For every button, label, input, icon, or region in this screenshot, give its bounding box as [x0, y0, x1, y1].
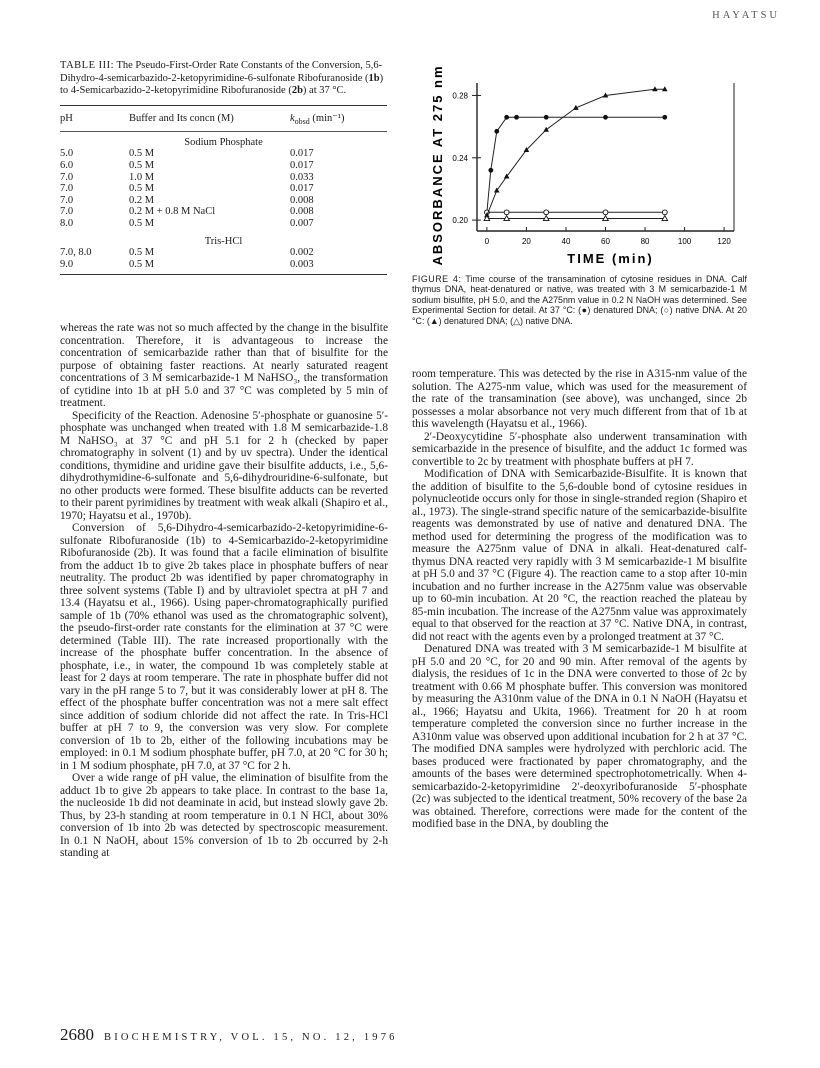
point-open-circle	[544, 210, 549, 215]
page-footer	[60, 1025, 398, 1045]
x-tick-label: 40	[561, 237, 571, 246]
table-label: TABLE III:	[60, 60, 115, 71]
rate-table	[60, 106, 387, 271]
point-filled-circle	[494, 129, 499, 134]
buffer-cell: 0.2 M + 0.8 M NaCl	[129, 206, 216, 218]
buffer-group-name: Sodium Phosphate	[184, 136, 263, 148]
buffer-cell: 0.5 M	[129, 258, 155, 270]
journal-citation: BIOCHEMISTRY, VOL. 15, NO. 12, 1976	[104, 1032, 398, 1043]
col-header-ph: pH	[60, 113, 73, 125]
kobsd-cell: 0.017	[290, 183, 314, 195]
table-row	[60, 148, 387, 160]
kobsd-cell: 0.008	[290, 194, 314, 206]
table-row	[60, 195, 387, 207]
x-tick-label: 20	[521, 237, 531, 246]
table-row	[60, 183, 387, 195]
table-iii	[60, 60, 387, 275]
buffer-cell: 0.5 M	[129, 247, 155, 259]
kobsd-cell: 0.008	[290, 206, 314, 218]
buffer-cell: 0.5 M	[129, 218, 155, 230]
ph-cell: 8.0	[60, 218, 74, 230]
table-group-row	[60, 230, 387, 248]
figure-caption-text: Time course of the transamination of cytosine residues in DNA. Calf thymus DNA, heat-denatured or native, was treated with 3 M semicarbazide-1 M sodium bisulfite, pH 5.0, and the A275nm value in 0.2 N NaOH was determined. See Experimental Section for detail. At 37 °C: (●) denatured DNA; (○) native DNA. At 20 °C: (▲) denatured DNA; (△) native DNA.	[412, 274, 747, 326]
y-tick-label: 0.28	[452, 91, 468, 101]
point-filled-circle	[488, 168, 493, 173]
left-paragraph-1: whereas the rate was not so much affected by the change in the bisulfite concentration. Therefore, it is advantageous to increase the concentration of semicarbazide rather than that of bisulfite for the purpose of obtaining faster reactions. At nearly saturated reagent concentrations of 3 M semicarbazide-1 M NaHSO₃, the transformation of cytidine into 1b at pH 5.0 and 37 °C was completed by 5 min of treatment.	[60, 322, 388, 409]
table-row	[60, 206, 387, 218]
running-head: HAYATSU	[712, 10, 780, 21]
table-group-row	[60, 131, 387, 148]
series-line-1	[487, 117, 665, 212]
left-paragraph-4: Over a wide range of pH value, the elimination of bisulfite from the adduct 1b to give 2b appears to take place. In contrast to the base 1a, the nucleoside 1b did not deaminate in acid, but instead slowly gave 2b. Thus, by 23-h standing at room temperature in 0.1 N HCl, about 30% conversion of 1b into 2b was detected by spectroscopic measurement. In 0.1 N NaOH, about 15% conversion of 1b to 2b occurred by 2-h standing at	[60, 772, 388, 859]
ph-cell: 7.0	[60, 206, 74, 218]
table-row	[60, 259, 387, 271]
y-axis-label: ABSORBANCE AT 275 nm	[430, 64, 445, 266]
col-header-kobsd: $k_{obsd}$ (min⁻¹)	[290, 112, 345, 126]
x-tick-label: 60	[601, 237, 610, 246]
kobsd-cell: 0.007	[290, 218, 314, 230]
ph-cell: 9.0	[60, 258, 74, 270]
y-tick-label: 0.24	[452, 153, 468, 163]
point-open-circle	[603, 210, 608, 215]
right-paragraph-2: 2′-Deoxycytidine 5′-phosphate also underwent transamination with semicarbazide in the presence of bisulfite, and the adduct 1c formed was convertible to 2c by treatment with phosphate buffers at pH 7.	[412, 430, 747, 468]
buffer-cell: 0.5 M	[129, 148, 155, 160]
point-filled-circle	[504, 115, 509, 120]
left-paragraph-2: Specificity of the Reaction. Adenosine 5′-phosphate or guanosine 5′-phosphate was unchanged when treated with 1.8 M semicarbazide-1.8 M NaHSO₃ at 37 °C and pH 5.1 for 2 h (checked by paper chromatography in solvent (1) and by uv spectra). Under the identical conditions, thymidine and uridine gave their bisulfite adducts, i.e., 5,6-dihydrothymidine-6-sulfonate and 5,6-dihydrouridine-6-sulfonate, but no other products were formed. These bisulfite adducts can be reverted to their parent pyrimidines by treatment with weak alkali (Shapiro et al., 1970; Hayatsu et al., 1970b).	[60, 409, 388, 522]
point-open-circle	[504, 210, 509, 215]
right-paragraph-1: room temperature. This was detected by the rise in A315-nm value of the solution. The A275-nm value, which was used for the measurement of the rate of the transamination (see above), was unchanged, since 2b possesses a molar absorbance not very much different from that of 1b at this wavelength (Hayatsu et al., 1966).	[412, 368, 747, 430]
x-axis-label: TIME (min)	[567, 251, 654, 266]
buffer-cell: 0.2 M	[129, 194, 155, 206]
right-column	[412, 368, 747, 831]
point-filled-circle	[514, 115, 519, 120]
table-row	[60, 247, 387, 259]
point-filled-circle	[662, 115, 667, 120]
table-row	[60, 160, 387, 172]
buffer-cell: 0.5 M	[129, 183, 155, 195]
table-caption: TABLE III: The Pseudo-First-Order Rate Constants of the Conversion, 5,6-Dihydro-4-semicarbazido-2-ketopyrimidine-6-sulfonate Ribofuranoside (1b) to 4-Semicarbazido-2-ketopyrimidine Ribofuranoside (2b) at 37 °C.	[60, 60, 384, 97]
page-number: 2680	[60, 1025, 94, 1044]
point-filled-triangle	[543, 127, 549, 132]
ph-cell: 7.0	[60, 171, 74, 183]
right-paragraph-4: Denatured DNA was treated with 3 M semicarbazide-1 M bisulfite at pH 5.0 and 20 °C, for 20 and 90 min. After removal of the agents by dialysis, the residues of 1c in the DNA were converted to those of 2c by treatment with 0.66 M phosphate buffer. This conversion was monitored by measuring the A310nm value of the DNA in 0.1 N NaOH (Hayatsu et al., 1966; Hayatsu and Ukita, 1966). Treatment for 20 h at room temperature completed the conversion since no further increase in the A310nm value was observed upon additional incubation for 2 h at 37 °C. The modified DNA samples were hydrolyzed with perchloric acid. The bases produced were fractionated by paper chromatography, and the amounts of the bases were determined spectrophotometrically. When 4-semicarbazido-2-ketopyrimidine 2′-deoxyribofuranoside 5′-phosphate (2c) was subjected to the identical treatment, 50% recovery of the base 2a was obtained. Therefore, corrections were made for the content of the modified base in the DNA, by doubling the	[412, 643, 747, 830]
buffer-group-name: Tris-HCl	[204, 235, 243, 247]
x-tick-label: 0	[484, 237, 490, 246]
point-open-circle	[662, 210, 667, 215]
ph-cell: 7.0	[60, 194, 74, 206]
x-tick-label: 120	[717, 237, 731, 246]
kobsd-cell: 0.033	[290, 171, 314, 183]
table-row	[60, 172, 387, 184]
figure-label: FIGURE 4:	[412, 274, 462, 284]
ph-cell: 5.0	[60, 148, 74, 160]
figure-4	[412, 45, 752, 275]
ph-cell: 6.0	[60, 160, 74, 172]
ph-cell: 7.0, 8.0	[60, 247, 92, 259]
table-row	[60, 218, 387, 230]
absorbance-chart	[412, 45, 752, 275]
right-paragraph-3: Modification of DNA with Semicarbazide-Bisulfite. It is known that the addition of bisulfite to the 5,6-double bond of cytosine residues in polynucleotide occurs only for those in single-stranded region (Shapiro et al., 1973). The single-strand specific nature of the semicarbazide-bisulfite reagents was demonstrated by use of native and denatured DNA. The method used for determining the progress of the modification was to measure the A275nm value of DNA in alkali. Heat-denatured calf-thymus DNA reacted very rapidly with 3 M semicarbazide-1 M bisulfite at pH 5.0 and 37 °C (Figure 4). The reaction came to a stop after 10-min incubation and no further increase in the A275nm value was observable up to 60-min incubation. At 20 °C, the reaction reached the plateau by 85-min incubation. The increase of the A275nm value was approximately equal to that observed for the reaction at 37 °C. Native DNA, in contrast, did not react with the agents even by a prolonged treatment at 37 °C.	[412, 468, 747, 643]
kobsd-cell: 0.017	[290, 148, 314, 160]
point-filled-circle	[603, 115, 608, 120]
left-paragraph-3: Conversion of 5,6-Dihydro-4-semicarbazido-2-ketopyrimidine-6-sulfonate Ribofuranoside (1b) to 4-Semicarbazido-2-ketopyrimidine Ribofuranoside (2b). It was found that a facile elimination of bisulfite from the adduct 1b to give 2b takes place in phosphate buffers of near neutrality. The product 2b was identified by paper chromatography in three solvent systems (Table I) and by ultraviolet spectra at pH 7 and 13.4 (Hayatsu et al., 1966). Using paper-chromatographically purified sample of 1b (70% ethanol was used as the chromatographic solvent), the pseudo-first-order rate constants for the elimination at 37 °C were determined (Table III). The rate increased proportionally with the increase of the phosphate buffer concentration. In the absence of phosphate, i.e., in water, the compound 1b was completely stable at least for 2 days at room temperare. The rate in phosphate buffer did not vary in the pH range 5 to 7, but it was considerably lower at pH 8. The effect of the phosphate buffer concentration was not a mere salt effect since addition of sodium chloride did not affect the rate. In Tris-HCl buffer at pH 7 to 9, the conversion was very slow. For complete conversion of 1b to 2b, either of the following incubations may be employed: in 0.1 M sodium phosphate buffer, pH 7.0, at 20 °C for 30 h; in 1 M sodium phosphate, pH 7.0, at 37 °C for 2 h.	[60, 522, 388, 772]
left-column	[60, 322, 388, 860]
y-tick-label: 0.20	[452, 216, 468, 226]
kobsd-cell: 0.003	[290, 258, 314, 270]
kobsd-cell: 0.017	[290, 160, 314, 172]
buffer-cell: 1.0 M	[129, 171, 155, 183]
x-tick-label: 80	[640, 237, 650, 246]
x-tick-label: 100	[677, 237, 692, 246]
point-filled-circle	[544, 115, 549, 120]
ph-cell: 7.0	[60, 183, 74, 195]
col-header-buffer: Buffer and Its concn (M)	[129, 113, 234, 125]
table-rule-bottom	[60, 274, 387, 275]
buffer-cell: 0.5 M	[129, 160, 155, 172]
figure-caption	[412, 274, 747, 326]
kobsd-cell: 0.002	[290, 247, 314, 259]
